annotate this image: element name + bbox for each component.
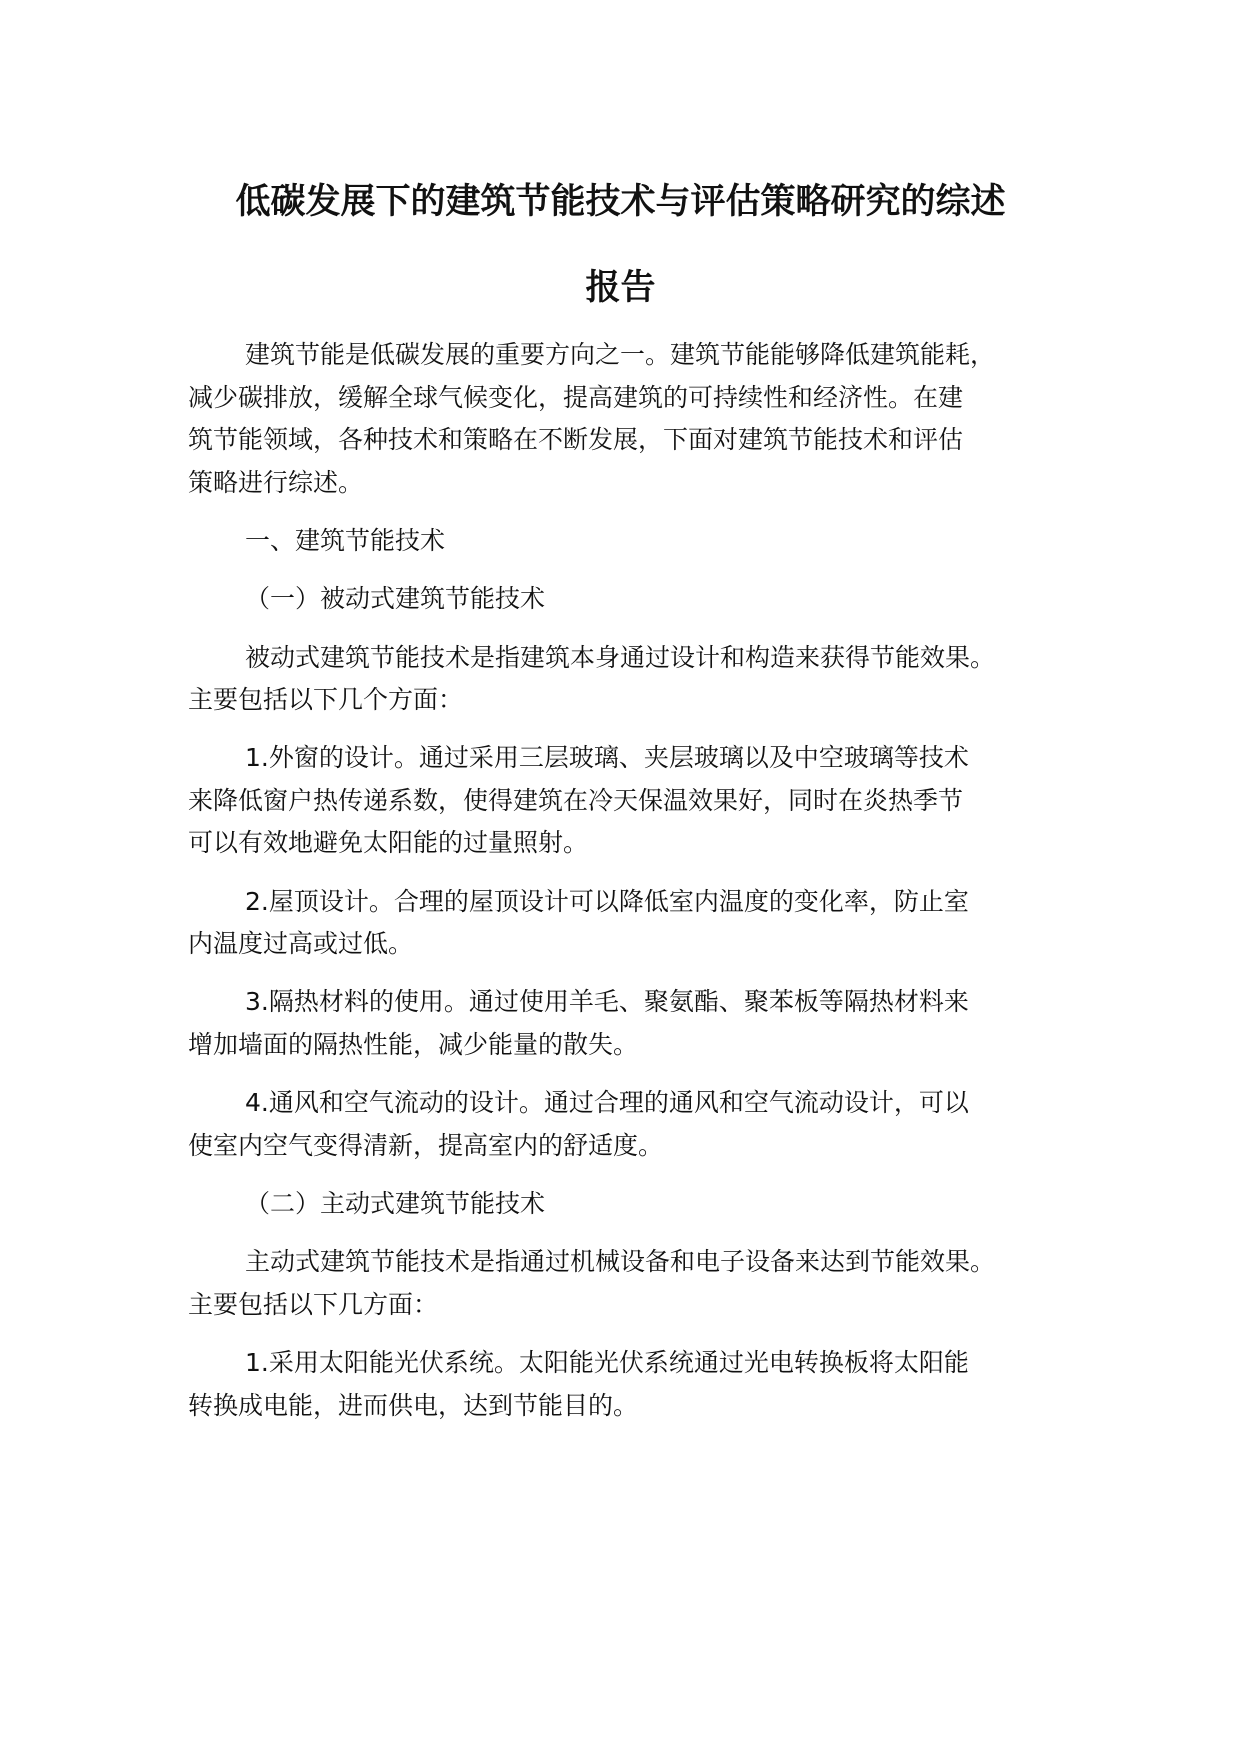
active-item-1-line-1: 1.采用太阳能光伏系统。太阳能光伏系统通过光电转换板将太阳能 (245, 1348, 969, 1377)
active-item-1-line-2: 转换成电能，进而供电，达到节能目的。 (188, 1391, 639, 1420)
section-heading-1: 一、建筑节能技术 (245, 526, 446, 555)
document-title-line-1: 低碳发展下的建筑节能技术与评估策略研究的综述 (235, 182, 1006, 222)
passive-item-3-line-2: 增加墙面的隔热性能，减少能量的散失。 (188, 1030, 639, 1059)
passive-item-3-line-1: 3.隔热材料的使用。通过使用羊毛、聚氨酯、聚苯板等隔热材料来 (245, 987, 969, 1016)
passive-item-1-line-3: 可以有效地避免太阳能的过量照射。 (188, 828, 589, 857)
active-intro-line-2: 主要包括以下几方面： (188, 1290, 439, 1319)
subsection-heading-active: （二）主动式建筑节能技术 (245, 1189, 546, 1218)
intro-line-3: 筑节能领域，各种技术和策略在不断发展，下面对建筑节能技术和评估 (188, 425, 964, 454)
passive-item-2-line-1: 2.屋顶设计。合理的屋顶设计可以降低室内温度的变化率，防止室 (245, 887, 969, 916)
document-title-line-2: 报告 (585, 268, 656, 308)
active-intro-line-1: 主动式建筑节能技术是指通过机械设备和电子设备来达到节能效果。 (245, 1247, 996, 1276)
passive-item-4-line-1: 4.通风和空气流动的设计。通过合理的通风和空气流动设计，可以 (245, 1088, 969, 1117)
passive-item-4-line-2: 使室内空气变得清新，提高室内的舒适度。 (188, 1131, 664, 1160)
intro-line-1: 建筑节能是低碳发展的重要方向之一。建筑节能能够降低建筑能耗， (245, 340, 996, 369)
passive-intro-line-1: 被动式建筑节能技术是指建筑本身通过设计和构造来获得节能效果。 (245, 643, 996, 672)
passive-item-2-line-2: 内温度过高或过低。 (188, 929, 414, 958)
subsection-heading-passive: （一）被动式建筑节能技术 (245, 584, 546, 613)
intro-line-2: 减少碳排放，缓解全球气候变化，提高建筑的可持续性和经济性。在建 (188, 383, 964, 412)
passive-intro-line-2: 主要包括以下几个方面： (188, 685, 464, 714)
intro-line-4: 策略进行综述。 (188, 468, 364, 497)
passive-item-1-line-2: 来降低窗户热传递系数，使得建筑在冷天保温效果好，同时在炎热季节 (188, 786, 964, 815)
passive-item-1-line-1: 1.外窗的设计。通过采用三层玻璃、夹层玻璃以及中空玻璃等技术 (245, 743, 969, 772)
